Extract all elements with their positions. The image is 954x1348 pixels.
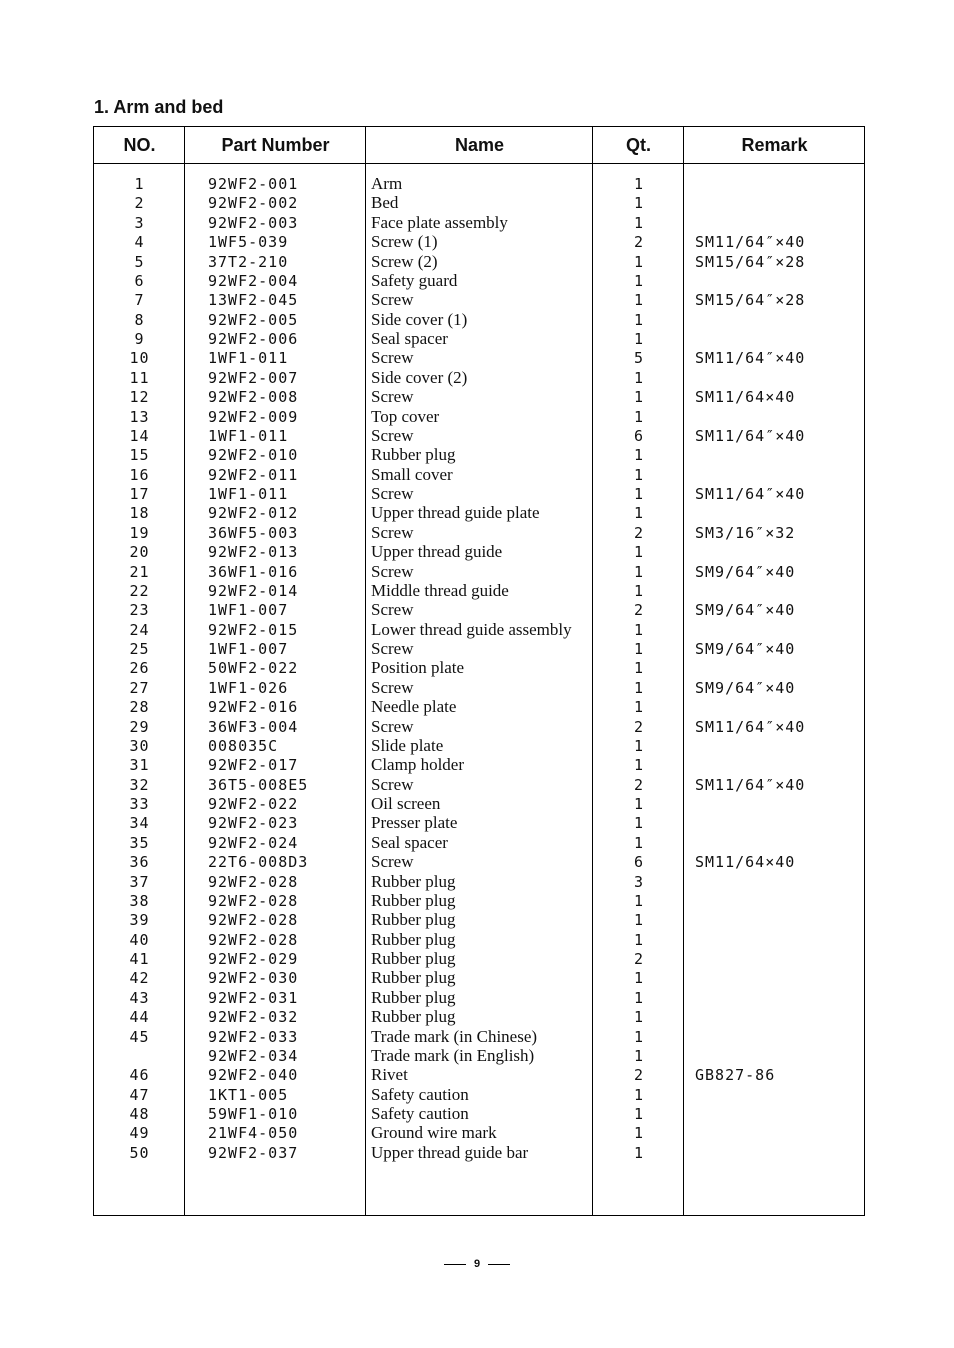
table-row	[94, 989, 864, 1008]
row-part-number: 1KT1-005	[208, 1085, 289, 1104]
row-name: Upper thread guide bar	[371, 1142, 529, 1162]
table-row	[94, 1124, 864, 1143]
row-qty: 2	[633, 601, 644, 620]
row-name: Seal spacer	[371, 329, 448, 348]
row-no: 19	[129, 523, 150, 542]
row-qty: 2	[633, 775, 644, 794]
row-no: 26	[129, 659, 150, 678]
row-no: 8	[134, 310, 145, 329]
row-qty: 1	[633, 833, 644, 852]
row-part-number: 1WF1-026	[208, 678, 289, 697]
row-no: 49	[129, 1124, 150, 1143]
row-name: Oil screen	[371, 794, 441, 813]
row-qty: 1	[633, 988, 644, 1007]
row-part-number: 21WF4-050	[208, 1124, 299, 1143]
row-qty: 1	[633, 678, 644, 697]
row-name: Screw	[371, 425, 414, 445]
row-name: Screw (2)	[371, 251, 438, 271]
row-part-number: 92WF2-028	[208, 911, 299, 930]
row-name: Screw	[371, 484, 414, 503]
row-no: 29	[129, 717, 150, 736]
row-part-number: 92WF2-030	[208, 969, 299, 988]
row-no: 22	[129, 581, 150, 600]
row-part-number: 92WF2-022	[208, 795, 299, 813]
row-remark: SM15/64″×28	[695, 291, 806, 310]
row-no: 45	[129, 1027, 150, 1046]
row-part-number: 36WF3-004	[208, 717, 299, 736]
row-no: 42	[129, 969, 150, 988]
row-no: 43	[129, 988, 150, 1007]
row-name: Screw	[371, 852, 414, 872]
row-qty: 5	[633, 349, 644, 368]
row-no: 5	[134, 252, 145, 271]
table-row	[94, 969, 864, 988]
row-no: 16	[129, 465, 150, 484]
table-row	[94, 776, 864, 795]
row-part-number: 92WF2-017	[208, 756, 299, 775]
row-part-number: 92WF2-013	[208, 543, 299, 562]
parts-table	[93, 126, 865, 1216]
row-part-number: 92WF2-010	[208, 446, 299, 465]
table-row	[94, 214, 864, 233]
row-part-number: 92WF2-012	[208, 504, 299, 523]
row-part-number: 92WF2-008	[208, 388, 299, 407]
row-part-number: 1WF1-011	[208, 349, 289, 368]
table-row	[94, 640, 864, 659]
row-name: Side cover (1)	[371, 309, 468, 329]
header-qty: Qt.	[626, 135, 651, 155]
row-qty: 1	[633, 969, 644, 988]
row-name: Rivet	[371, 1065, 408, 1085]
row-remark: SM15/64″×28	[695, 252, 806, 271]
row-qty: 1	[633, 213, 644, 232]
row-no: 9	[134, 330, 145, 348]
row-no: 25	[129, 640, 150, 658]
row-name: Screw	[371, 561, 414, 581]
row-name: Screw	[371, 348, 414, 368]
row-remark: SM11/64×40	[695, 853, 796, 872]
table-row	[94, 485, 864, 504]
row-qty: 1	[633, 1008, 644, 1027]
row-no: 32	[129, 775, 150, 794]
table-body	[94, 175, 864, 1163]
row-qty: 1	[633, 1027, 644, 1046]
row-name: Trade mark (in Chinese)	[371, 1026, 538, 1046]
row-part-number: 50WF2-022	[208, 659, 299, 678]
row-part-number: 37T2-210	[208, 252, 289, 271]
row-qty: 1	[633, 698, 644, 717]
table-row	[94, 524, 864, 543]
row-part-number: 92WF2-002	[208, 194, 299, 213]
row-no: 7	[134, 291, 145, 310]
row-name: Seal spacer	[371, 832, 448, 852]
row-name: Safety caution	[371, 1104, 469, 1123]
table-row	[94, 659, 864, 678]
row-qty: 1	[633, 175, 644, 193]
row-no: 48	[129, 1105, 150, 1123]
table-row	[94, 253, 864, 272]
row-name: Arm	[371, 174, 403, 193]
row-remark: SM11/64″×40	[695, 717, 806, 736]
row-part-number: 92WF2-011	[208, 465, 299, 484]
row-part-number: 92WF2-016	[208, 698, 299, 717]
table-row	[94, 1105, 864, 1124]
row-part-number: 1WF1-007	[208, 640, 289, 658]
row-no: 6	[134, 271, 145, 290]
row-name: Screw	[371, 522, 414, 542]
table-row	[94, 504, 864, 523]
row-no: 13	[129, 407, 150, 426]
row-part-number: 92WF2-031	[208, 988, 299, 1007]
row-name: Safety caution	[371, 1084, 469, 1104]
table-row	[94, 621, 864, 640]
row-name: Screw	[371, 639, 414, 658]
row-name: Rubber plug	[371, 929, 456, 949]
row-no: 41	[129, 950, 150, 968]
row-qty: 1	[633, 911, 644, 930]
row-remark: SM3/16″×32	[695, 523, 796, 542]
row-part-number: 92WF2-007	[208, 368, 299, 387]
row-remark: GB827-86	[695, 1066, 776, 1085]
row-part-number: 92WF2-001	[208, 175, 299, 193]
row-remark: SM11/64″×40	[695, 426, 806, 445]
row-name: Side cover (2)	[371, 367, 468, 387]
row-part-number: 1WF1-007	[208, 601, 289, 620]
header-divider	[94, 163, 864, 164]
row-part-number: 92WF2-024	[208, 833, 299, 852]
row-qty: 1	[633, 581, 644, 600]
row-name: Small cover	[371, 464, 453, 484]
table-row	[94, 1047, 864, 1066]
row-qty: 2	[633, 950, 644, 968]
table-row	[94, 1008, 864, 1027]
row-remark: SM9/64″×40	[695, 678, 796, 697]
table-row	[94, 563, 864, 582]
table-row	[94, 233, 864, 252]
row-qty: 1	[633, 1105, 644, 1123]
row-part-number: 92WF2-029	[208, 950, 299, 968]
row-no: 28	[129, 698, 150, 717]
row-no: 34	[129, 814, 150, 833]
row-part-number: 92WF2-037	[208, 1143, 299, 1162]
table-row	[94, 330, 864, 349]
row-no: 24	[129, 620, 150, 639]
header-name: Name	[454, 135, 505, 155]
row-no: 2	[134, 194, 145, 213]
table-row	[94, 311, 864, 330]
row-remark: SM11/64×40	[695, 388, 796, 407]
row-name: Upper thread guide	[371, 542, 503, 562]
table-row	[94, 950, 864, 969]
row-no: 23	[129, 601, 150, 620]
row-no: 37	[129, 872, 150, 891]
table-row	[94, 446, 864, 465]
row-no: 35	[129, 833, 150, 852]
row-name: Safety guard	[371, 270, 458, 290]
row-part-number: 92WF2-033	[208, 1027, 299, 1046]
row-name: Upper thread guide plate	[371, 503, 540, 523]
row-no: 44	[129, 1008, 150, 1027]
row-qty: 2	[633, 233, 644, 252]
table-row	[94, 873, 864, 892]
row-no: 14	[129, 426, 150, 445]
table-row	[94, 795, 864, 814]
row-no: 33	[129, 795, 150, 813]
row-part-number: 59WF1-010	[208, 1105, 299, 1123]
row-no: 15	[129, 446, 150, 465]
row-no: 10	[129, 349, 150, 368]
row-no: 11	[129, 368, 150, 387]
row-name: Position plate	[371, 658, 465, 678]
row-part-number: 36WF5-003	[208, 523, 299, 542]
table-row	[94, 349, 864, 368]
row-qty: 1	[633, 891, 644, 910]
row-part-number: 92WF2-032	[208, 1008, 299, 1027]
footer-dash-left	[444, 1264, 466, 1265]
row-no: 31	[129, 756, 150, 775]
table-row	[94, 1028, 864, 1047]
row-qty: 1	[633, 1085, 644, 1104]
row-name: Top cover	[371, 406, 440, 426]
row-part-number: 1WF5-039	[208, 233, 289, 252]
row-name: Screw	[371, 716, 414, 736]
row-qty: 1	[633, 620, 644, 639]
row-name: Face plate assembly	[371, 212, 508, 232]
row-no: 47	[129, 1085, 150, 1104]
table-row	[94, 892, 864, 911]
row-name: Rubber plug	[371, 871, 456, 891]
row-name: Trade mark (in English)	[371, 1045, 535, 1065]
row-no: 39	[129, 911, 150, 930]
row-no: 12	[129, 388, 150, 407]
row-qty: 1	[633, 756, 644, 775]
row-name: Screw (1)	[371, 232, 438, 252]
row-name: Rubber plug	[371, 987, 456, 1007]
table-row	[94, 582, 864, 601]
row-part-number: 92WF2-028	[208, 872, 299, 891]
row-no: 27	[129, 678, 150, 697]
row-part-number: 1WF1-011	[208, 485, 289, 503]
table-row	[94, 1144, 864, 1163]
row-name: Screw	[371, 387, 414, 407]
row-qty: 2	[633, 523, 644, 542]
row-qty: 2	[633, 1066, 644, 1085]
row-part-number: 92WF2-014	[208, 581, 299, 600]
table-row	[94, 1086, 864, 1105]
row-no: 4	[134, 233, 145, 252]
row-qty: 1	[633, 252, 644, 271]
header-remark: Remark	[741, 135, 808, 155]
table-row	[94, 698, 864, 717]
row-name: Rubber plug	[371, 890, 456, 910]
row-name: Needle plate	[371, 697, 457, 717]
header-no: NO.	[123, 135, 156, 155]
row-no: 21	[129, 562, 150, 581]
table-row	[94, 543, 864, 562]
row-qty: 1	[633, 736, 644, 755]
row-name: Middle thread guide	[371, 580, 509, 600]
row-qty: 1	[633, 330, 644, 348]
row-part-number: 92WF2-006	[208, 330, 299, 348]
row-part-number: 92WF2-003	[208, 213, 299, 232]
row-no: 20	[129, 543, 150, 562]
row-name: Bed	[371, 193, 399, 213]
row-remark: SM11/64″×40	[695, 775, 806, 794]
row-part-number: 36WF1-016	[208, 562, 299, 581]
row-part-number: 92WF2-028	[208, 930, 299, 949]
row-part-number: 36T5-008E5	[208, 775, 309, 794]
row-no: 46	[129, 1066, 150, 1085]
row-qty: 1	[633, 1143, 644, 1162]
row-remark: SM11/64″×40	[695, 485, 806, 503]
row-part-number: 92WF2-009	[208, 407, 299, 426]
page-footer	[0, 1255, 954, 1273]
row-name: Presser plate	[371, 813, 458, 833]
row-qty: 1	[633, 543, 644, 562]
row-qty: 1	[633, 194, 644, 213]
row-part-number: 92WF2-004	[208, 271, 299, 290]
row-qty: 1	[633, 1046, 644, 1065]
row-no: 1	[134, 175, 145, 193]
row-qty: 1	[633, 814, 644, 833]
row-part-number: 13WF2-045	[208, 291, 299, 310]
row-qty: 1	[633, 310, 644, 329]
table-row	[94, 601, 864, 620]
table-row	[94, 291, 864, 310]
table-row	[94, 737, 864, 756]
row-no: 30	[129, 736, 150, 755]
row-name: Rubber plug	[371, 910, 456, 930]
row-qty: 1	[633, 271, 644, 290]
row-name: Screw	[371, 677, 414, 697]
row-part-number: 92WF2-034	[208, 1046, 299, 1065]
page-number: 9	[473, 1258, 481, 1270]
row-name: Slide plate	[371, 735, 444, 755]
row-qty: 1	[633, 504, 644, 523]
row-qty: 1	[633, 485, 644, 503]
footer-dash-right	[488, 1264, 510, 1265]
row-no: 40	[129, 930, 150, 949]
table-row	[94, 814, 864, 833]
row-qty: 1	[633, 388, 644, 407]
table-row	[94, 679, 864, 698]
table-row	[94, 834, 864, 853]
row-part-number: 1WF1-011	[208, 426, 289, 445]
row-remark: SM9/64″×40	[695, 601, 796, 620]
row-qty: 1	[633, 1124, 644, 1143]
row-name: Screw	[371, 774, 414, 794]
row-qty: 1	[633, 930, 644, 949]
table-row	[94, 466, 864, 485]
table-row	[94, 427, 864, 446]
table-row	[94, 718, 864, 737]
row-part-number: 92WF2-005	[208, 310, 299, 329]
row-name: Rubber plug	[371, 949, 456, 968]
row-no: 3	[134, 213, 145, 232]
row-name: Clamp holder	[371, 755, 465, 775]
row-no: 36	[129, 853, 150, 872]
row-part-number: 92WF2-015	[208, 620, 299, 639]
row-qty: 1	[633, 407, 644, 426]
table-row	[94, 931, 864, 950]
row-remark: SM11/64″×40	[695, 349, 806, 368]
table-row	[94, 853, 864, 872]
row-qty: 1	[633, 291, 644, 310]
table-row	[94, 388, 864, 407]
row-qty: 1	[633, 368, 644, 387]
row-part-number: 92WF2-040	[208, 1066, 299, 1085]
row-qty: 3	[633, 872, 644, 891]
table-row	[94, 408, 864, 427]
row-qty: 1	[633, 446, 644, 465]
row-part-number: 008035C	[208, 736, 279, 755]
row-part-number: 22T6-008D3	[208, 853, 309, 872]
row-name: Rubber plug	[371, 1007, 456, 1027]
row-no: 50	[129, 1143, 150, 1162]
row-remark: SM9/64″×40	[695, 562, 796, 581]
row-qty: 1	[633, 795, 644, 813]
row-qty: 1	[633, 465, 644, 484]
row-qty: 6	[633, 426, 644, 445]
table-row	[94, 272, 864, 291]
table-row	[94, 369, 864, 388]
row-remark: SM11/64″×40	[695, 233, 806, 252]
row-remark: SM9/64″×40	[695, 640, 796, 658]
row-part-number: 92WF2-028	[208, 891, 299, 910]
row-qty: 1	[633, 659, 644, 678]
row-no	[94, 1047, 185, 1066]
row-name: Ground wire mark	[371, 1123, 497, 1143]
row-part-number: 92WF2-023	[208, 814, 299, 833]
row-qty: 2	[633, 717, 644, 736]
row-name: Screw	[371, 600, 414, 620]
row-name: Rubber plug	[371, 968, 456, 988]
section-title: 1. Arm and bed	[94, 97, 224, 117]
row-qty: 1	[633, 562, 644, 581]
row-qty: 1	[633, 640, 644, 658]
row-no: 18	[129, 504, 150, 523]
table-row	[94, 911, 864, 930]
row-name: Screw	[371, 290, 414, 310]
row-no: 17	[129, 485, 150, 503]
table-row	[94, 756, 864, 775]
table-row	[94, 1066, 864, 1085]
table-row	[94, 175, 864, 194]
table-row	[94, 194, 864, 213]
row-no: 38	[129, 891, 150, 910]
row-qty: 6	[633, 853, 644, 872]
header-part-number: Part Number	[221, 135, 330, 155]
row-name: Rubber plug	[371, 445, 456, 465]
row-name: Lower thread guide assembly	[371, 619, 572, 639]
